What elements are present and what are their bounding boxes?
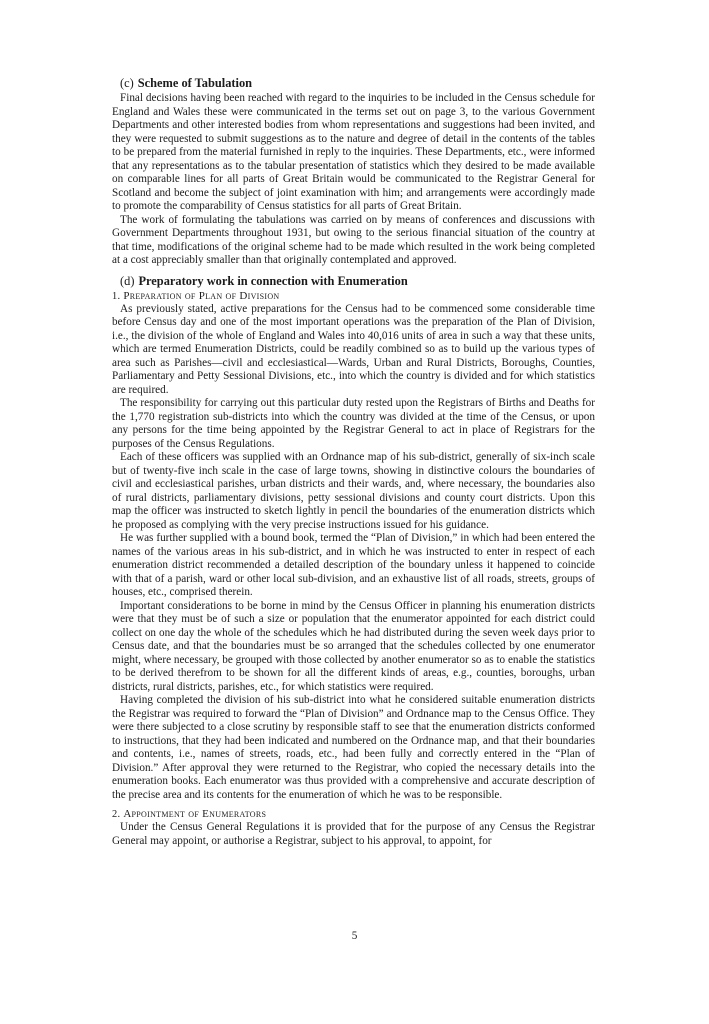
page-number: 5 xyxy=(351,930,358,942)
paragraph: As previously stated, active preparations for the Census had to be commenced some considerable time before Census day and one of the most important operations was the preparation of the Plan of Division, i.e., the division of the whole of England and Wales into 40,016 units of area in such a way that these units, which are termed Enumeration Districts, could be readily combined so as to build up the various types of area such as Parishes—civil and ecclesiastical—Wards, Urban and Rural Districts, Boroughs, Counties, Parliamentary and Petty Sessional Divisions, etc., into which the country is divided and for which statistics are required. xyxy=(112,302,595,396)
section-c-title: Scheme of Tabulation xyxy=(137,76,253,90)
paragraph: Having completed the division of his sub-district into what he considered suitable enumeration districts the Registrar was required to forward the “Plan of Division” and Ordnance map to the Census Office. They were there subjected to a close scrutiny by responsible staff to see that the enumeration districts conformed to instructions, that they had been indicated and numbered on the Ordnance map, and that their boundaries and contents, i.e., names of streets, roads, etc., had been fully and correctly entered in the “Plan of Division.” After approval they were returned to the Registrar, who copied the necessary details into the enumeration books. Each enumerator was thus provided with a comprehensive and accurate description of the precise area and its contents for the enumeration of which he was to be responsible. xyxy=(112,694,595,801)
paragraph: He was further supplied with a bound book, termed the “Plan of Division,” in which had been entered the names of the various areas in his sub-district, and in which he was instructed to enter in respect of each enumeration district recommended a detailed description of the boundary unless it happened to coincide with that of a parish, ward or other local sub-division, and an exhaustive list of all roads, streets, groups of houses, etc., comprised therein. xyxy=(112,532,595,598)
paragraph: Important considerations to be borne in mind by the Census Officer in planning his enumeration districts were that they must be of such a size or population that the enumerator appointed for each district could collect on one day the whole of the schedules which he had distributed during the seven week days prior to Census date, and that the boundaries must be so arranged that the schedules collected by one enumerator might, where necessary, be grouped with those collected by another enumerator so as to enable the statistics to be derived therefrom to be shown for all the different kinds of areas, e.g., counties, boroughs, urban districts, rural districts, parishes, etc., for which statistics were required. xyxy=(112,599,595,693)
subsection-1-title: Preparation of Plan of Division xyxy=(123,289,280,302)
paragraph: Each of these officers was supplied with an Ordnance map of his sub-district, generally of six-inch scale but of twenty-five inch scale in the case of large towns, showing in distinctive colours the boundaries of civil and ecclesiastical parishes, urban districts and their wards, and, where necessary, the boundaries also of rural districts, parliamentary divisions, petty sessional divisions and county court districts. Upon this map the officer was instructed to sketch lightly in pencil the boundaries of the enumeration districts which he proposed as complying with the very precise instructions issued for his guidance. xyxy=(112,451,595,531)
paragraph: Under the Census General Regulations it is provided that for the purpose of any Census the Registrar General may appoint, or authorise a Registrar, subject to his approval, to appoint, for xyxy=(112,821,595,847)
subsection-1-heading xyxy=(112,290,595,303)
section-c-label: (c) xyxy=(120,76,134,90)
section-c-heading xyxy=(120,76,595,90)
paragraph: Final decisions having been reached with regard to the inquiries to be included in the Census schedule for England and Wales these were communicated in the terms set out on page 3, to the various Government Departments and other interested bodies from whom representations and suggestions had been invited, and they were requested to submit suggestions as to the nature and degree of detail in the contents of the tables to be prepared from the material furnished in reply to the inquiries. These Departments, etc., were informed that any representations as to the tabular presentation of statistics which they desired to be made available on comparable lines for all parts of Great Britain would be communicated to the Registrar General for Scotland and become the subject of joint examination with him; and arrangements were accordingly made to promote the comparability of Census statistics for all parts of Great Britain. xyxy=(112,92,595,212)
section-d-title: Preparatory work in connection with Enumeration xyxy=(138,273,408,288)
section-d-heading xyxy=(120,274,595,288)
subsection-2-number: 2. xyxy=(112,809,121,820)
paragraph: The responsibility for carrying out this particular duty rested upon the Registrars of Births and Deaths for the 1,770 registration sub-districts into which the country was divided at the time of the Census, or upon any persons for the time being appointed by the Registrar General to act in place of Registrars for the purposes of the Census Regulations. xyxy=(112,397,595,450)
subsection-2-title: Appointment of Enumerators xyxy=(123,808,267,820)
subsection-2-heading xyxy=(112,808,595,821)
section-d-label: (d) xyxy=(120,273,135,288)
paragraph: The work of formulating the tabulations was carried on by means of conferences and discussions with Government Departments throughout 1931, but owing to the serious financial situation of the country at that time, modifications of the original scheme had to be made which resulted in the work being completed at a cost appreciably smaller than that originally contemplated and approved. xyxy=(112,213,595,266)
subsection-1-number: 1. xyxy=(112,290,121,302)
